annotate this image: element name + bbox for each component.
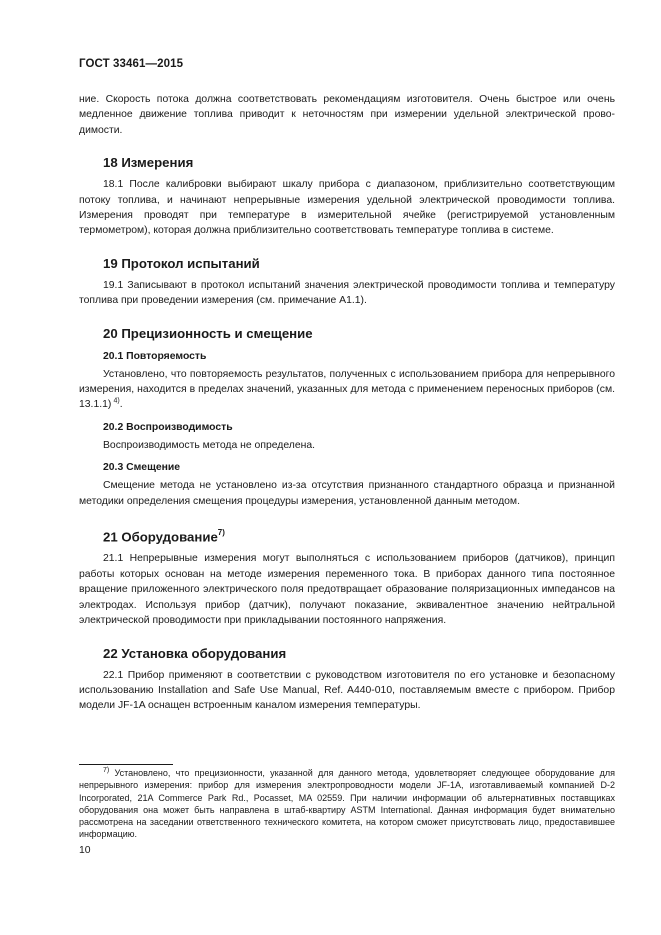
- footnote-7-paragraph: [79, 767, 615, 841]
- footnote-7-text: Установлено, что прецизионности, указанной для данного метода, удовлетворяет следующее оборудование для непрерывного измерения: прибор для измерения электропроводности модели JF-1A, изготавливаемый компанией D-2 Incorporated, 21A Commerce Park Rd., Pocasset, MA 02559. При наличии информации об альтернативных поставщиках оборудования она может быть направлена в штаб-квартиру ASTM International. Данная информация будет внимательно рассмотрена на заседании ответственного технического комитета, на котором сможет присутствовать лицо, предоставившее информацию.: [79, 768, 615, 840]
- section-19-heading: 19 Протокол испытаний: [103, 255, 260, 271]
- page-body: [79, 58, 615, 714]
- section-20-heading: 20 Прецизионность и смещение: [103, 325, 313, 341]
- section-22-1-paragraph: 22.1 Прибор применяют в соответствии с руководством изготовителя по его установке и безопасному использованию Installation and Safe Use Manual, Ref. A440-010, поставляемым вместе с прибором. Прибор модели JF-1A оснащен встроенным каналом измерения температуры.: [79, 669, 615, 712]
- footnote-7-marker: 7): [103, 767, 110, 774]
- intro-paragraph: ние. Скорость потока должна соответствовать рекомендациям изготовителя. Очень быстрое или очень медленное движение топлива приводит к неточностям при измерении удельной электрической проводимости.: [79, 94, 615, 136]
- section-20-3-paragraph: Смещение метода не установлено из-за отсутствия признанного стандартного образца и признанной методики определения смещения процедуры измерения, установленной данным методом.: [79, 480, 615, 507]
- document-header: ГОСТ 33461—2015: [79, 58, 184, 70]
- section-20-1-text: Установлено, что повторяемость результатов, полученных с использованием прибора для непрерывного измерения, находится в пределах значений, указанных для метода с применением переносных приборов (см. 13.1.1): [79, 368, 615, 411]
- section-21-title: 21 Оборудование: [103, 529, 218, 545]
- section-21-1-paragraph: 21.1 Непрерывные измерения могут выполняться с использованием приборов (датчиков), принцип работы которых основан на методе измерения переменного тока. В приборах данного типа постоянное вращение приложенного электрического поля предотвращает образование поляризационных импедансов на электродах. Используя прибор (датчик), получают показание, эквивалентное значению нейтральной электрической проводимости при прикладывании постоянного напряжения.: [79, 553, 615, 627]
- section-20-1-paragraph: [79, 367, 615, 413]
- section-20-2-paragraph: Воспроизводимость метода не определена.: [103, 439, 316, 451]
- section-20-1-end: .: [119, 399, 123, 411]
- section-20-2-heading: 20.2 Воспроизводимость: [103, 421, 233, 433]
- section-18-1-paragraph: 18.1 После калибровки выбирают шкалу прибора с диапазоном, приблизительно соответствующим потоку топлива, и начинают непрерывные измерения удельной электрической проводимости топлива. Измерения проводят при температуре в измерительной ячейке (регистрируемой установленным термометром), которая должна приблизительно соответствовать температуре топлива в системе.: [79, 179, 615, 237]
- section-22-heading: 22 Установка оборудования: [103, 645, 287, 661]
- footnote-ref-7: 7): [217, 528, 225, 538]
- section-19-1-paragraph: 19.1 Записывают в протокол испытаний значения электрической проводимости топлива и температуру топлива при проведении измерения (см. примечание А1.1).: [79, 279, 615, 307]
- footnote-7: [79, 767, 615, 841]
- section-21-heading: [103, 526, 615, 545]
- page-number: 10: [79, 845, 91, 856]
- section-20-3-heading: 20.3 Смещение: [103, 462, 181, 474]
- footnote-ref-4: 4): [113, 398, 120, 405]
- footnote-divider: [79, 764, 173, 765]
- section-20-1-heading: 20.1 Повторяемость: [103, 350, 207, 362]
- section-18-heading: 18 Измерения: [103, 155, 194, 171]
